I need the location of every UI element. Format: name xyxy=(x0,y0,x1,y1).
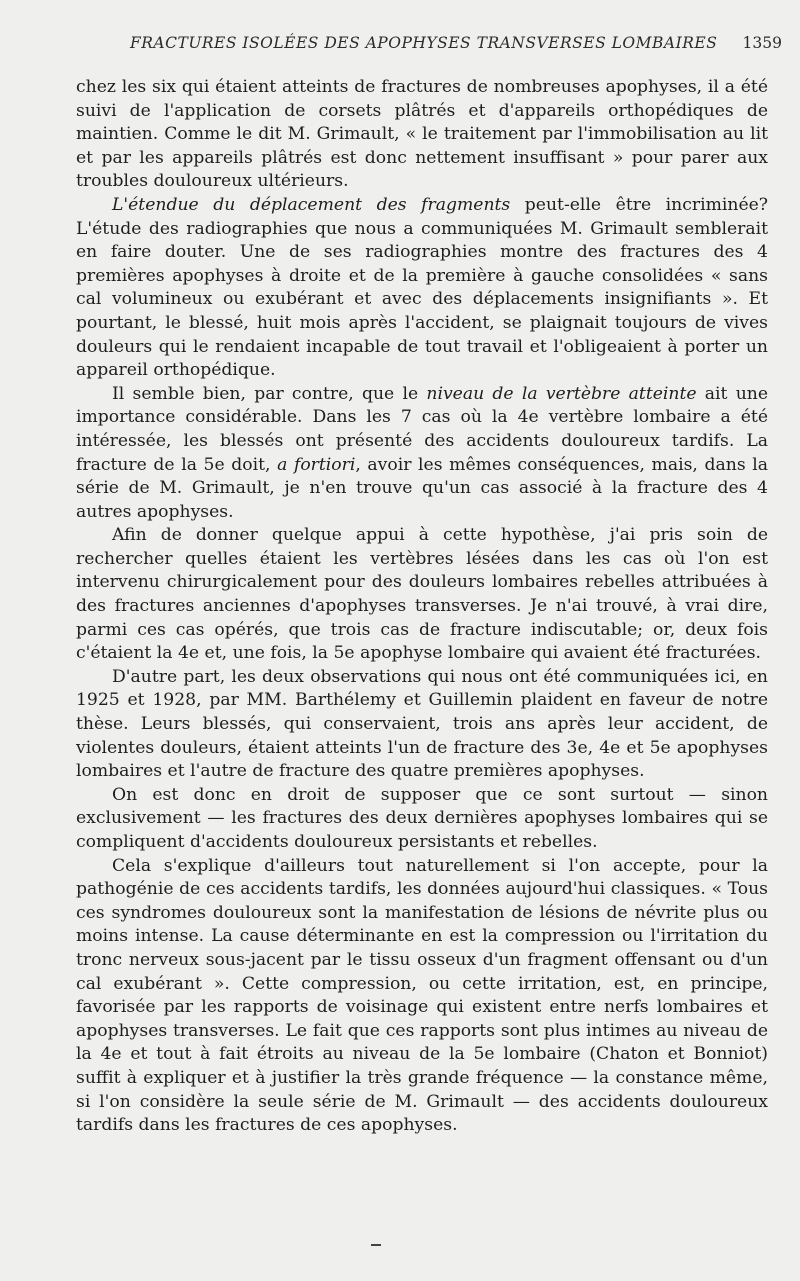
running-header xyxy=(0,34,800,60)
running-title: FRACTURES ISOLÉES DES APOPHYSES TRANSVERSES LOMBAIRES xyxy=(130,34,718,52)
paragraph-7: Cela s'explique d'ailleurs tout naturellement si l'on accepte, pour la pathogénie de ces accidents tardifs, les données aujourd'hui classiques. « Tous ces syndromes douloureux sont la manifestation de lésions de névrite plus ou moins intense. La cause déterminante en est la compression ou l'irritation du tronc nerveux sous-jacent par le tissu osseux d'un fragment offensant ou d'un cal exubérant ». Cette compression, ou cette irritation, est, en principe, favorisée par les rapports de voisinage qui existent entre nerfs lombaires et apophyses transverses. Le fait que ces rapports sont plus intimes au niveau de la 4e et tout à fait étroits au niveau de la 5e lombaire (Chaton et Bonniot) suffit à expliquer et à justifier la très grande fréquence — la constance même, si l'on considère la seule série de M. Grimault — des accidents douloureux tardifs dans les fractures de ces apophyses. xyxy=(76,855,768,1136)
body-text xyxy=(76,76,768,1138)
paragraph-2 xyxy=(76,194,768,383)
paragraph-3-italic: niveau de la vertèbre atteinte xyxy=(426,383,697,404)
footer-mark xyxy=(371,1244,381,1246)
paragraph-3-after: , avoir les mêmes conséquences, mais, dans la série de M. Grimault, je n'en trouve qu'un cas associé à la fracture des 4 autres apophyses. xyxy=(76,454,768,522)
paragraph-2-lead-italic: L'étendue du déplacement des fragments xyxy=(112,194,511,215)
paragraph-1: chez les six qui étaient atteints de fractures de nombreuses apophyses, il a été suivi de l'application de corsets plâtrés et d'appareils orthopédiques de maintien. Comme le dit M. Grimault, « le traitement par l'immobilisation au lit et par les appareils plâtrés est donc nettement insuffisant » pour parer aux troubles douloureux ultérieurs. xyxy=(76,77,768,192)
paragraph-3-middle: ait une importance considérable. Dans les 7 cas où la 4e vertèbre lombaire a été intéressée, les blessés ont présenté des accidents douloureux tardifs. La fracture de la 5e doit, xyxy=(76,383,769,475)
paragraph-2-text: peut-elle être incriminée? L'étude des radiographies que nous a communiquées M. Grimault semblerait en faire douter. Une de ses radiographies montre des fractures des 4 premières apophyses à droite et de la première à gauche consolidées « sans cal volumineux ou exubérant et avec des déplacements insignifiants ». Et pourtant, le blessé, huit mois après l'accident, se plaignait toujours de vives douleurs qui le rendaient incapable de tout travail et l'obligeaient à porter un appareil orthopédique. xyxy=(76,194,768,381)
paragraph-3-italic-2: a fortiori xyxy=(277,454,356,475)
paragraph-3-before: Il semble bien, par contre, que le xyxy=(112,383,427,404)
page-number: 1359 xyxy=(742,34,782,52)
paragraph-3 xyxy=(76,383,768,525)
paragraph-6: On est donc en droit de supposer que ce sont surtout — sinon exclusivement — les fractures des deux dernières apophyses lombaires qui se compliquent d'accidents douloureux persistants et rebelles. xyxy=(76,784,768,852)
paragraph-4: Afin de donner quelque appui à cette hypothèse, j'ai pris soin de rechercher quelles étaient les vertèbres lésées dans les cas où l'on est intervenu chirurgicalement pour des douleurs lombaires rebelles attribuées à des fractures anciennes d'apophyses transverses. Je n'ai trouvé, à vrai dire, parmi ces cas opérés, que trois cas de fracture indiscutable; or, deux fois c'étaient la 4e et, une fois, la 5e apophyse lombaire qui avaient été fracturées. xyxy=(76,525,768,664)
paragraph-5: D'autre part, les deux observations qui nous ont été communiquées ici, en 1925 et 1928, par MM. Barthélemy et Guillemin plaident en faveur de notre thèse. Leurs blessés, qui conservaient, trois ans après leur accident, de violentes douleurs, étaient atteints l'un de fracture des 3e, 4e et 5e apophyses lombaires et l'autre de fracture des quatre premières apophyses. xyxy=(76,666,768,782)
